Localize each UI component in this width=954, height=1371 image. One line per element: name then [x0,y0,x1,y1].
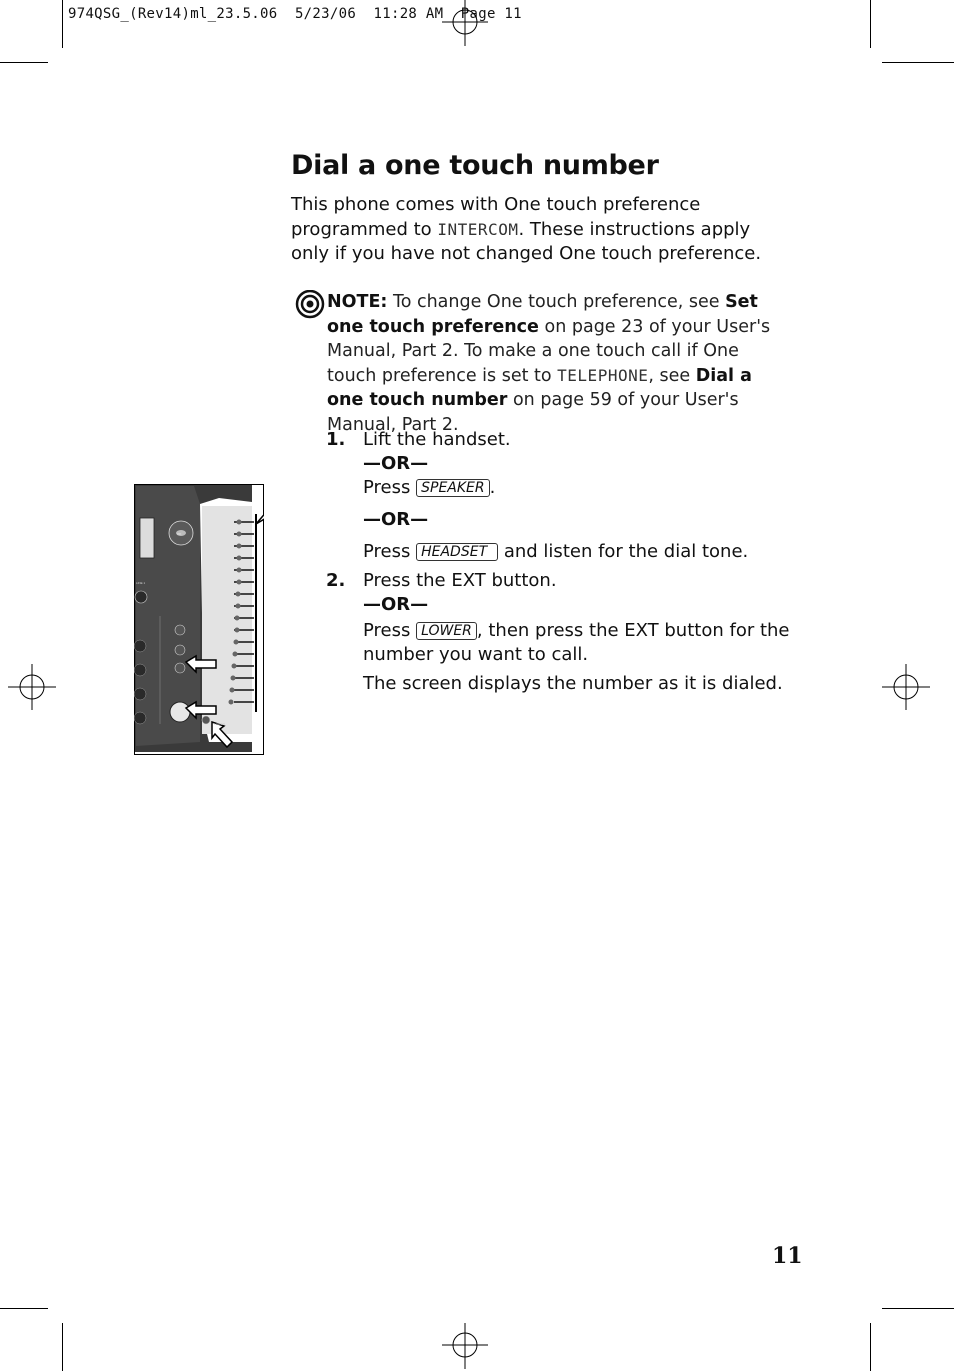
lower-key: LOWER [416,622,477,640]
crop-mark [62,0,63,48]
crop-mark [0,62,48,63]
crop-mark [62,1323,63,1371]
lcd-text: INTERCOM [437,219,519,239]
step-text: Lift the handset. [363,429,511,450]
intro-paragraph [291,193,791,267]
crop-mark [870,1323,871,1371]
page-number: 11 [772,1243,803,1269]
steps-list [326,428,796,696]
crop-mark [882,62,954,63]
note-label: NOTE: [327,292,388,312]
note-block [291,290,791,437]
note-text: To change One touch preference, see [387,292,726,312]
intro-text: This phone comes with One touch preference programmed to [291,194,701,240]
step-item [326,569,796,696]
step-text: Press SPEAKER . [363,477,496,498]
crop-mark [870,0,871,48]
note-bold: Dial a one touch number [327,365,752,410]
figure-label: OK [177,532,182,536]
or-separator: —OR— [363,453,429,474]
phone-base-illustration [134,484,264,755]
note-text: on page 59 of your User's Manual, Part 2. [327,390,739,435]
or-separator: —OR— [363,594,429,615]
figure-label: LINE 1 [136,581,146,585]
step-item [326,428,796,564]
step-text: Press the EXT button. [363,570,557,591]
section-title: Dial a one touch number [291,150,659,181]
note-body [327,290,791,437]
registration-mark-icon [8,662,56,712]
step-number: 1. [326,429,346,450]
step-text: Press LOWER , then press the EXT button for the number you want to call. [363,620,790,665]
registration-mark-icon [440,0,490,48]
registration-mark-icon [882,662,930,712]
crop-mark [0,1308,48,1309]
figure-label: LOWER [214,722,226,726]
note-bold: Set one touch preference [327,292,758,337]
or-separator: —OR— [363,509,429,530]
step-text: Press HEADSET and listen for the dial tone. [363,541,749,562]
crop-mark [882,1308,954,1309]
note-text: on page 23 of your User's Manual, Part 2. To make a one touch call if One touch preference is set to [327,316,771,386]
step-text: The screen displays the number as it is dialed. [363,673,783,694]
intro-text: . These instructions apply only if you have not changed One touch preference. [291,218,762,264]
print-slug: 974QSG_(Rev14)ml_23.5.06 5/23/06 11:28 AM Page 11 [68,6,522,22]
speaker-key: SPEAKER [416,479,490,497]
headset-key: HEADSET [416,543,498,561]
step-number: 2. [326,570,346,591]
registration-mark-icon [440,1323,490,1371]
note-text: , see [648,365,696,386]
note-target-icon [295,290,325,320]
lcd-text: TELEPHONE [557,365,649,385]
